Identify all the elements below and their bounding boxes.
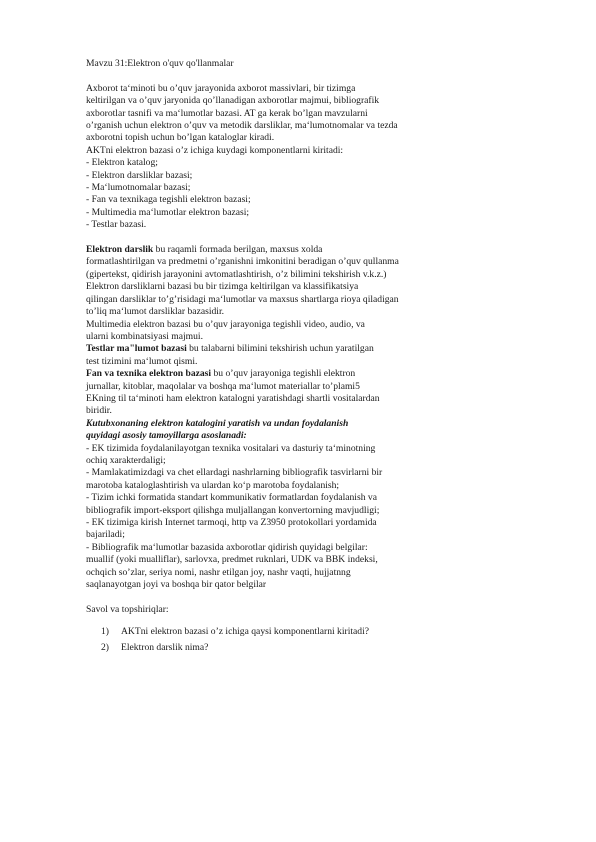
testlar-term: Testlar ma"lumot bazasi: [86, 343, 187, 355]
testlar-definition-line: [86, 343, 526, 355]
intro-line: axborotni topish uchun bo’lgan kataloglar kiradi.: [86, 132, 275, 144]
testlar-section: [86, 343, 526, 368]
question-number: 2): [101, 641, 109, 653]
questions-title: Savol va topshiriqlar:: [86, 603, 169, 615]
principle-line: - Mamlakatimizdagi va chet ellardagi nashrlarning bibliografik tasvirlarni bir: [86, 467, 383, 479]
darslik-definition: bu raqamli formada berilgan, maxsus xolda: [153, 244, 323, 256]
principles-section: [86, 418, 526, 592]
fan-line: EKning til ta‘minoti ham elektron katalogni yaratishdagi shartli vositalardan: [86, 392, 380, 404]
principle-line: bibliografik import-eksport qilishga muljallangan konvertorning mavjudligi;: [86, 504, 380, 516]
intro-section: [86, 83, 526, 232]
component-list-item: - Elektron darsliklar bazasi;: [86, 169, 193, 181]
intro-line: axborotlar tasnifi va ma‘lumotlar bazasi. AT ga kerak bo’lgan mavzularni: [86, 107, 368, 119]
page-title: Mavzu 31:Elektron o'quv qo'llanmalar: [86, 58, 234, 69]
component-list-item: - Testlar bazasi.: [86, 219, 147, 231]
principle-line: - Bibliografik ma‘lumotlar bazasida axborotlar qidirish quyidagi belgilar:: [86, 541, 368, 553]
darslik-term: Elektron darslik: [86, 244, 154, 256]
darslik-definition-line: [86, 244, 526, 256]
spacer: [86, 232, 526, 244]
spacer: [86, 591, 526, 603]
intro-line: keltirilgan va o’quv jaryonida qo’llanadigan axborotlar majmui, bibliografik: [86, 95, 380, 107]
darslik-line: qilingan darsliklar to’g’risidagi ma‘lumotlar va maxsus shartlarga rioya qiladigan: [86, 293, 399, 305]
principle-line: ochqich so’zlar, seriya nomi, nashr etilgan joy, nashr vaqti, hujjatnng: [86, 566, 351, 578]
fan-line: jurnallar, kitoblar, maqolalar va boshqa ma‘lumot materiallar to’plami5: [86, 380, 360, 392]
intro-line: o’rganish uchun elektron o’quv va metodik darsliklar, ma‘lumotnomalar va tezda: [86, 120, 398, 132]
principle-line: - Tizim ichki formatida standart kommunikativ formatlardan foydalanish va: [86, 492, 377, 504]
fan-section: [86, 368, 526, 418]
question-item: [86, 642, 526, 654]
darslik-line: ularni kombinatsiyasi majmui.: [86, 330, 203, 342]
darslik-line: Multimedia elektron bazasi bu o’quv jarayoniga tegishli video, audio, va: [86, 318, 365, 330]
fan-term: Fan va texnika elektron bazasi: [86, 368, 212, 380]
component-list-item: - Elektron katalog;: [86, 157, 158, 169]
principle-line: marotoba kataloglashtirish va ulardan ko‘p marotoba foydalanish;: [86, 479, 340, 491]
question-item: [86, 626, 526, 638]
principle-line: - EK tizimiga kirish Internet tarmoqi, http va Z3950 protokollari yordamida: [86, 517, 377, 528]
testlar-line: test tizimini ma‘lumot qismi.: [86, 355, 198, 367]
darslik-section: [86, 244, 526, 343]
questions-list: [86, 626, 526, 654]
principle-line: - EK tizimida foydalanilayotgan texnika vositalari va dasturiy ta‘minotning: [86, 442, 376, 454]
principle-line: saqlanayotgan joyi va boshqa bir qator belgilar: [86, 579, 267, 591]
question-number: 1): [101, 626, 109, 638]
darslik-line: formatlashtirilgan va predmetni o’rganishni imkonitini beradigan o’quv qullanma: [86, 256, 399, 268]
component-list-item: - Fan va texnikaga tegishli elektron bazasi;: [86, 194, 251, 206]
darslik-line: (gipertekst, qidirish jarayonini avtomatlashtirish, o’z bilimini tekshirish v.k.z.): [86, 268, 387, 280]
question-text: Elektron darslik nima?: [121, 641, 209, 653]
component-list-item: - Ma‘lumotnomalar bazasi;: [86, 182, 191, 194]
darslik-line: to’liq ma‘lumot darsliklar bazasidir.: [86, 306, 225, 318]
principles-heading: quyidagi asosiy tamoyillarga asoslanadi:: [86, 430, 247, 442]
testlar-definition: bu talabarni bilimini tekshirish uchun yaratilgan: [186, 343, 374, 355]
intro-line: AKTni elektron bazasi o’z ichiga kuydagi komponentlarni kiritadi:: [86, 144, 344, 156]
fan-line: biridir.: [86, 405, 112, 417]
component-list-item: - Multimedia ma‘lumotlar elektron bazasi;: [86, 206, 250, 218]
document-page: [86, 58, 526, 657]
principle-line: muallif (yoki mualliflar), sarlovxa, predmet ruknlari, UDK va BBK indeksi,: [86, 554, 378, 566]
spacer: [86, 70, 526, 82]
fan-definition: bu o’quv jarayoniga tegishli elektron: [211, 368, 356, 380]
intro-line: Axborot ta‘minoti bu o’quv jarayonida axborot massivlari, bir tizimga: [86, 82, 356, 94]
principles-heading: Kutubxonaning elektron katalogini yaratish va undan foydalanish: [86, 417, 349, 429]
question-text: AKTni elektron bazasi o’z ichiga qaysi komponentlarni kiritadi?: [121, 626, 370, 638]
principle-line: bajariladi;: [86, 529, 125, 541]
principle-line: ochiq xarakterdaligi;: [86, 454, 166, 466]
darslik-line: Elektron darsliklarni bazasi bu bir tizimga keltirilgan va klassifikatsiya: [86, 281, 359, 293]
fan-definition-line: [86, 368, 526, 380]
